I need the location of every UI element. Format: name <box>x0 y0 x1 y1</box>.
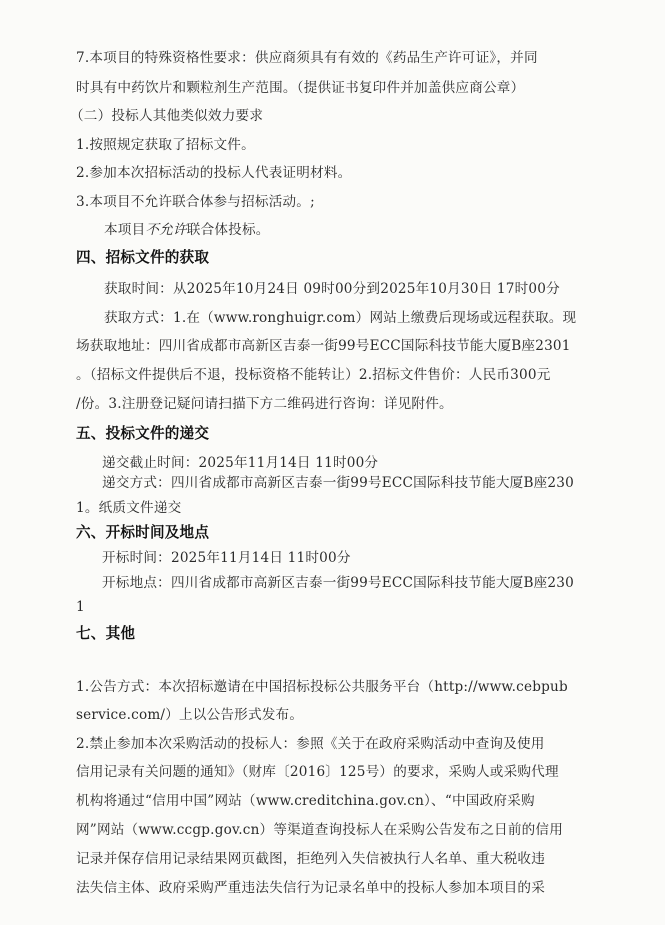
text-line: 1.公告方式：本次招标邀请在中国招标投标公共服务平台（http://www.cebpub <box>76 679 568 695</box>
text-line: 1 <box>76 599 85 615</box>
text-line: 1。纸质文件递交 <box>76 500 182 516</box>
note-suffix: 联合体投标。 <box>186 222 270 238</box>
text-line: 时具有中药饮片和颗粒剂生产范围。（提供证书复印件并加盖供应商公章） <box>76 80 525 96</box>
text-line: 法失信主体、政府采购严重违法失信行为记录名单中的投标人参加本项目的采 <box>76 880 545 896</box>
text-line: 。（招标文件提供后不退，投标资格不能转让）2.招标文件售价：人民币300元 <box>76 367 551 383</box>
text-line: 递交截止时间：2025年11月14日 11时00分 <box>102 455 379 471</box>
text-line: 信用记录有关问题的通知》（财库〔2016〕125号）的要求，采购人或采购代理 <box>76 764 559 780</box>
text-line: service.com/）上以公告形式发布。 <box>76 707 304 723</box>
text-line: 获取时间：从2025年10月24日 09时00分到2025年10月30日 17时00分 <box>104 281 560 297</box>
text-line: 3.本项目不允许联合体参与招标活动。; <box>76 194 315 210</box>
section-heading: 六、开标时间及地点 <box>76 524 210 541</box>
note-prefix: 本项目 <box>104 222 146 238</box>
subsection-heading: （二）投标人其他类似效力要求 <box>70 108 264 124</box>
text-line: 递交方式：四川省成都市高新区吉泰一街99号ECC国际科技节能大厦B座230 <box>102 475 574 491</box>
text-line: /份。3.注册登记疑问请扫描下方二维码进行咨询：详见附件。 <box>76 396 453 412</box>
text-line: 7.本项目的特殊资格性要求：供应商须具有有效的《药品生产许可证》，并同 <box>76 50 538 66</box>
text-line: 机构将通过“信用中国”网站（www.creditchina.gov.cn）、“中国政府采购 <box>76 793 535 809</box>
text-line: 场获取地址：四川省成都市高新区吉泰一街99号ECC国际科技节能大厦B座2301 <box>76 338 571 354</box>
section-heading: 五、投标文件的递交 <box>76 425 210 442</box>
text-line: 记录并保存信用记录结果网页截图，拒绝列入失信被执行人名单、重大税收违 <box>76 851 545 867</box>
text-line: 1.按照规定获取了招标文件。 <box>76 137 255 153</box>
text-line: 网”网站（www.ccgp.gov.cn）等渠道查询投标人在采购公告发布之日前的信用 <box>76 822 563 838</box>
text-line: 2.禁止参加本次采购活动的投标人：参照《关于在政府采购活动中查询及使用 <box>76 736 545 752</box>
consortium-note <box>104 220 270 240</box>
text-line: 2.参加本次招标活动的投标人代表证明材料。 <box>76 165 352 181</box>
text-line: 开标时间：2025年11月14日 11时00分 <box>102 550 351 566</box>
text-line: 开标地点：四川省成都市高新区吉泰一街99号ECC国际科技节能大厦B座230 <box>102 575 574 591</box>
section-heading: 四、招标文件的获取 <box>76 249 210 266</box>
section-heading: 七、其他 <box>76 625 136 642</box>
note-emphasis: 不允许 <box>145 222 187 238</box>
text-line: 获取方式：1.在（www.ronghuigr.com）网站上缴费后现场或远程获取。现 <box>104 310 577 326</box>
